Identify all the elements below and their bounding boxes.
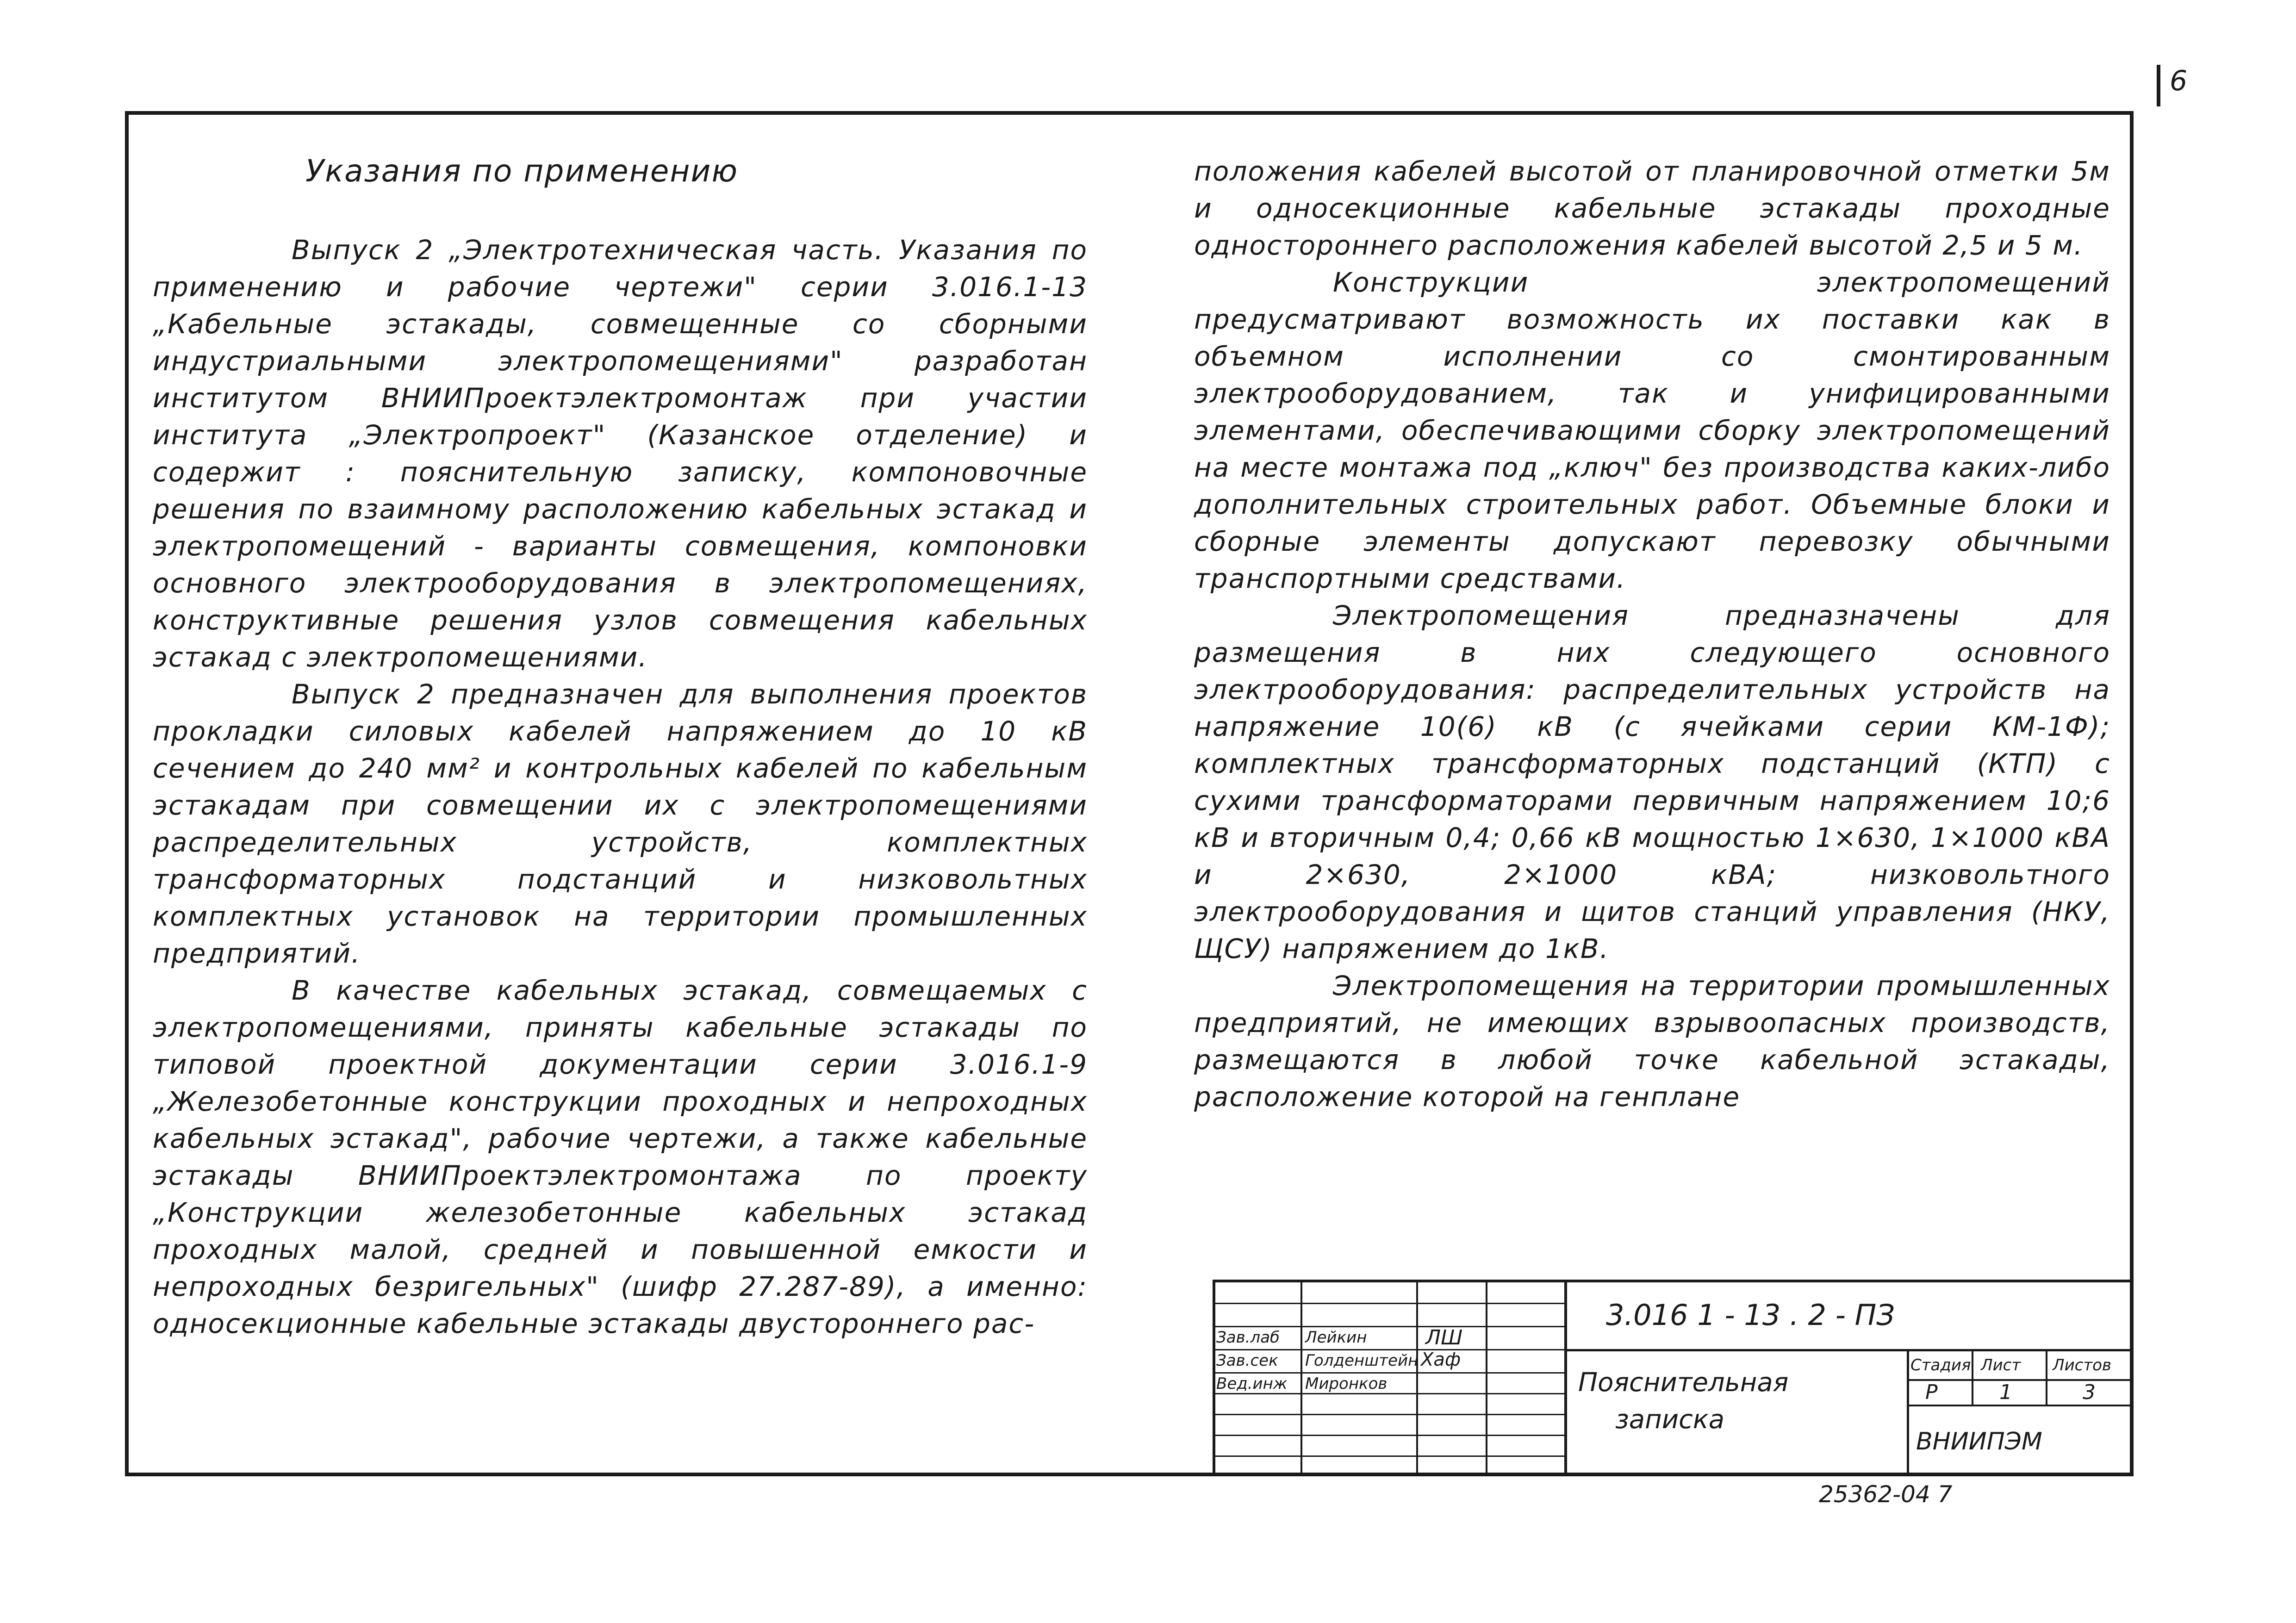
right-paragraph-4: Электропомещения на территории промышленных предприятий, не имеющих взрывоопасных производств, размещаются в любой точке кабельной эстакады, расположение которой на генплане bbox=[1194, 970, 2110, 1113]
role-2: Зав.сек bbox=[1216, 1351, 1278, 1370]
right-paragraph-3: Электропомещения предназначены для размещения в них следующего основного электрооборудования: распределительных устройств на напряжение 10(6) кВ (с ячейками серии КМ-1Ф); комплектных трансформаторных подстанций (КТП) с сухими трансформаторами первичным напряжением 10;6 кВ и вторичным 0,4; 0,66 кВ мощностью 1×630, 1×1000 кВА и 2×630, 2×1000 кВА; низковольтного электрооборудования и щитов станций управления (НКУ, ЩСУ) напряжением до 1кВ. bbox=[1194, 600, 2110, 964]
document-title-line-2: записка bbox=[1615, 1405, 1725, 1435]
sheets-value: 3 bbox=[2083, 1380, 2096, 1404]
title-block bbox=[1213, 1280, 2134, 1476]
sheet-value: 1 bbox=[1999, 1380, 2012, 1404]
sheets-label: Листов bbox=[2053, 1356, 2112, 1374]
stage-label: Стадия bbox=[1910, 1356, 1971, 1374]
stage-value: Р bbox=[1925, 1380, 1938, 1404]
right-paragraph-1: положения кабелей высотой от планировочной отметки 5м и односекционные кабельные эстакады проходные одностороннего расположения кабелей высотой 2,5 и 5 м. bbox=[1194, 155, 2110, 261]
left-paragraph-3: В качестве кабельных эстакад, совмещаемых с электропомещениями, приняты кабельные эстакады по типовой проектной документации серии 3.016.1-9 „Железобетонные конструкции проходных и непроходных кабельных эстакад", рабочие чертежи, а также кабельные эстакады ВНИИПроектэлектромонтажа по проекту „Конструкции железобетонные кабельных эстакад проходных малой, средней и повышенной емкости и непроходных безригельных" (шифр 27.287-89), а именно: односекционные кабельные эстакады двустороннего рас- bbox=[153, 975, 1088, 1339]
sheet-number-divider bbox=[2157, 65, 2160, 106]
right-paragraph-2: Конструкции электропомещений предусматривают возможность их поставки как в объемном исполнении со смонтированным электрооборудованием, так и унифицированными элементами, обеспечивающими сборку электропомещений на месте монтажа под „ключ" без производства каких-либо дополнительных строительных работ. Объемные блоки и сборные элементы допускают перевозку обычными транспортными средствами. bbox=[1194, 267, 2110, 594]
role-2-name: Голденштейн bbox=[1305, 1351, 1419, 1370]
left-paragraph-2: Выпуск 2 предназначен для выполнения проектов прокладки силовых кабелей напряжением до 10 кВ сечением до 240 мм² и контрольных кабелей по кабельным эстакадам при совмещении их с электропомещениями распределительных устройств, комплектных трансформаторных подстанций и низковольтных комплектных установок на территории промышленных предприятий. bbox=[153, 678, 1088, 969]
left-text-column bbox=[153, 153, 1088, 1342]
role-1: Зав.лаб bbox=[1216, 1328, 1280, 1347]
sheet-number: 6 bbox=[2170, 65, 2188, 97]
role-3: Вед.инж bbox=[1216, 1374, 1288, 1393]
sheet-label: Лист bbox=[1981, 1356, 2021, 1374]
inventory-number: 25362-04 7 bbox=[1819, 1481, 1953, 1508]
organization-name: ВНИИПЭМ bbox=[1916, 1428, 2042, 1455]
left-paragraph-1: Выпуск 2 „Электротехническая часть. Указания по применению и рабочие чертежи" серии 3.016.1-13 „Кабельные эстакады, совмещенные со сборными индустриальными электропомещениями" разработан институтом ВНИИПроектэлектромонтаж при участии института „Электропроект" (Казанское отделение) и содержит : пояснительную записку, компоновочные решения по взаимному расположению кабельных эстакад и электропомещений - варианты совмещения, компоновки основного электрооборудования в электропомещениях, конструктивные решения узлов совмещения кабельных эстакад с электропомещениями. bbox=[153, 234, 1088, 673]
right-text-column bbox=[1194, 153, 2110, 1115]
role-1-signature: ЛШ bbox=[1425, 1326, 1463, 1349]
page-heading: Указания по применению bbox=[305, 153, 738, 189]
role-1-name: Лейкин bbox=[1305, 1328, 1367, 1347]
role-2-signature: Хаф bbox=[1421, 1349, 1461, 1370]
document-title-line-1: Пояснительная bbox=[1578, 1368, 1789, 1398]
role-3-name: Миронков bbox=[1305, 1374, 1388, 1393]
document-code: 3.016 1 - 13 . 2 - ПЗ bbox=[1606, 1298, 1895, 1332]
